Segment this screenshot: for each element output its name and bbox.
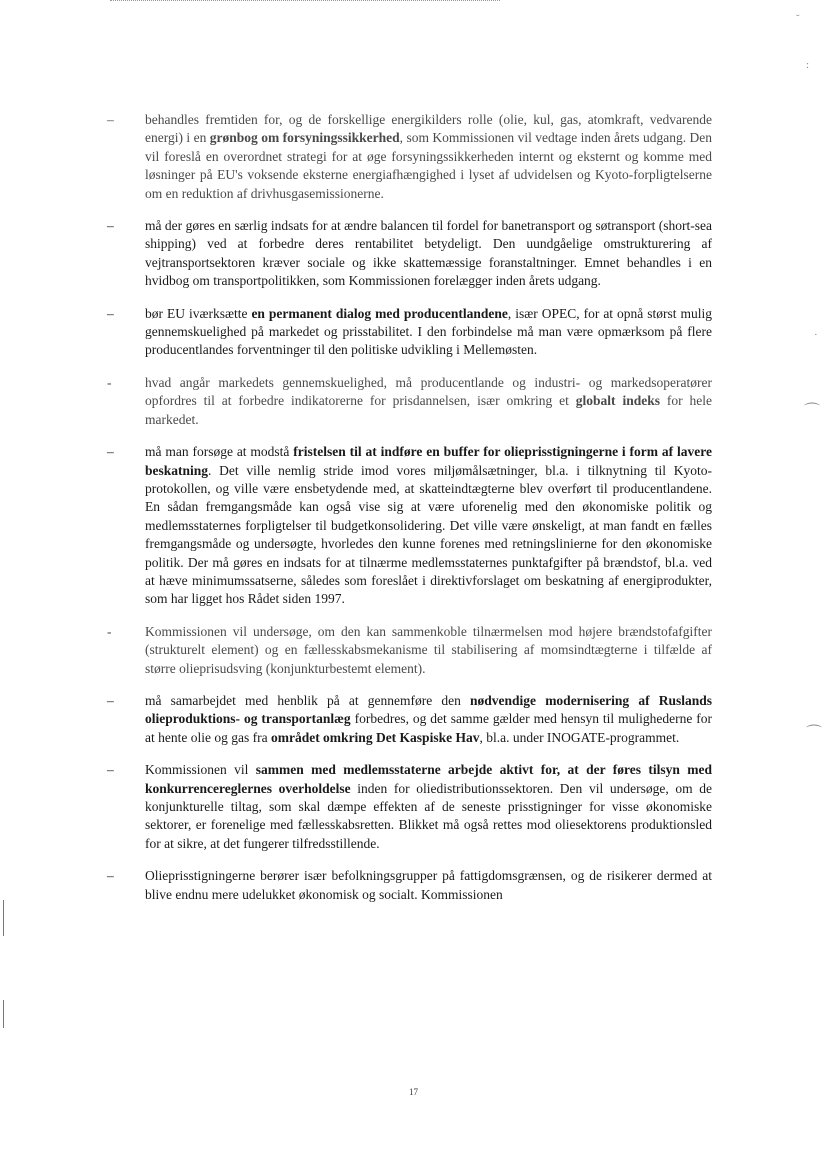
bullet-text	[128, 305, 712, 360]
bullet-dash: –	[107, 112, 114, 127]
document-body	[107, 111, 713, 918]
emphasis-text: en permanent dialog med producentlandene	[251, 305, 508, 321]
bullet-text	[128, 374, 712, 429]
bullet-dash: –	[107, 305, 114, 321]
bullet-item	[107, 111, 713, 203]
text-segment: Kommissionen vil undersøge, om den kan sammenkoble tilnærmelsen mod højere brændstofafgifter (strukturelt element) og en fællesskabsmekanisme til stabilisering af momsindtægterne i tilfælde af større olieprisudsving (konjunkturbestemt element).	[145, 623, 712, 676]
bullet-text	[128, 623, 712, 678]
bullet-dash: -	[107, 623, 112, 639]
bullet-text	[128, 761, 712, 853]
emphasis-text: sammen med medlemsstaterne arbejde aktivt for, at der føres tilsyn med konkurrencereglernes overholdelse	[145, 762, 712, 796]
bullet-item	[107, 623, 712, 678]
text-segment: forbedres, og det samme gælder med hensyn til mulighederne for at hente olie og gas fra	[145, 711, 713, 745]
text-segment: må der gøres en særlig indsats for at ændre balancen til fordel for banetransport og søtransport (short-sea shipping) ved at forbedre deres rentabilitet betydeligt. Den uundgåelige omstrukturering af vejtransportsektoren kræver sociale og ikke skattemæssige foranstaltninger. Emnet behandles i en hvidbog om transportpolitikken, som Kommissionen forelægger inden årets udgang.	[145, 218, 712, 289]
bullet-text	[128, 217, 712, 291]
bullet-text	[128, 692, 712, 747]
bullet-dash: -	[107, 374, 112, 390]
emphasis-text: globalt indeks	[575, 393, 660, 409]
bullet-text	[128, 443, 712, 609]
text-segment: for hele markedet.	[145, 393, 712, 427]
scan-edge-mark	[3, 900, 4, 936]
bullet-dash: –	[107, 762, 114, 778]
text-segment: , især OPEC, for at opnå størst mulig gennemskuelighed på markedet og prisstabilitet. I den forbindelse må man være opmærksom på flere producentlandes forventninger til den politiske udvikling i Mellemøsten.	[145, 305, 713, 358]
text-segment: behandles fremtiden for, og de forskellige energikilders rolle (olie, kul, gas, atomkraft, vedvarende energi) i en	[145, 112, 712, 146]
text-segment: må man forsøge at modstå	[145, 444, 294, 460]
bullet-dash: –	[107, 218, 114, 234]
scan-speck: ˘	[796, 13, 800, 25]
bullet-text	[128, 867, 712, 904]
bullet-dash: –	[107, 868, 114, 884]
text-segment: inden for oliedistributionssektoren. Den vil undersøge, om de konjunkturelle tiltag, som skal dæmpe effekten af de seneste prisstigninger for visse økonomiske sektorer, er forenelige med fællesskabsretten. Blikket må også rettes mod oliesektorens produktionsled for at sikre, at det fungerer tilfredsstillende.	[145, 780, 712, 851]
emphasis-text: fristelsen til at indføre en buffer for olieprisstigningerne i form af lavere beskatning	[145, 444, 712, 478]
bullet-item	[107, 374, 712, 429]
text-segment: , bl.a. under INOGATE-programmet.	[479, 729, 680, 745]
emphasis-text: området omkring Det Kaspiske Hav	[270, 729, 480, 745]
emphasis-text: nødvendige modernisering af Ruslands olieproduktions- og transportanlæg	[145, 692, 712, 727]
emphasis-text: grønbog om forsyningssikkerhed	[209, 130, 400, 146]
bullet-text	[128, 111, 712, 203]
bullet-item	[107, 692, 713, 747]
text-segment: Olieprisstigningerne berører især befolkningsgrupper på fattigdomsgrænsen, og de risikerer dermed at blive endnu mere udelukket økonomisk og socialt. Kommissionen	[145, 868, 712, 902]
text-segment: bør EU iværksætte	[145, 305, 252, 321]
scan-top-rule	[110, 0, 500, 1]
bullet-item	[107, 217, 712, 291]
bullet-item	[107, 443, 712, 609]
text-segment: må samarbejdet med henblik på at gennemføre den	[145, 692, 471, 708]
bullet-dash: –	[107, 692, 114, 708]
scan-edge-mark	[3, 1000, 4, 1028]
text-segment: hvad angår markedets gennemskuelighed, må producentlande og industri- og markedsoperatører opfordres til at forbedre indikatorerne for prisdannelsen, især omkring et	[145, 374, 712, 409]
bullet-item	[107, 761, 712, 853]
bullet-dash: –	[107, 444, 114, 460]
text-segment: . Det ville nemlig stride imod vores miljømålsætninger, bl.a. i tilknytning til Kyoto-protokollen, og ville være ensbetydende med, at skatteindtægterne blev overført til producentlandene. En sådan fremgangsmåde kan også vise sig at være uforenelig med den økonomiske politik og medlemsstaternes forpligtelser til budgetkonsolidering. Det ville være ønskeligt, at man fandt en fælles fremgangsmåde og undersøgte, hvorledes den kunne forenes med retningslinierne for den økonomiske politik. Der må gøres en indsats for at tilnærme medlemsstaternes punktafgifter på brændstof, bl.a. ved at hæve minimumssatserne, således som foreslået i direktivforslaget om beskatning af energiprodukter, som har ligget hos Rådet siden 1997.	[145, 462, 712, 607]
scan-speck: ⌒	[806, 725, 823, 742]
text-segment: Kommissionen vil	[145, 762, 256, 778]
scan-speck: :	[806, 59, 810, 71]
scan-speck: ·	[814, 329, 818, 341]
bullet-item	[107, 867, 712, 904]
bullet-item	[107, 305, 713, 360]
page-number: 17	[409, 1087, 418, 1097]
scan-speck: ⌒	[804, 403, 821, 420]
text-segment: , som Kommissionen vil vedtage inden årets udgang. Den vil foreslå en overordnet strategi for at øge forsyningssikkerheden internt og eksternt og komme med løsninger på EU's voksende eksterne energiafhængighed i lyset af udvidelsen og Kyoto-forpligtelserne om en reduktion af drivhusgasemissionerne.	[145, 130, 713, 201]
